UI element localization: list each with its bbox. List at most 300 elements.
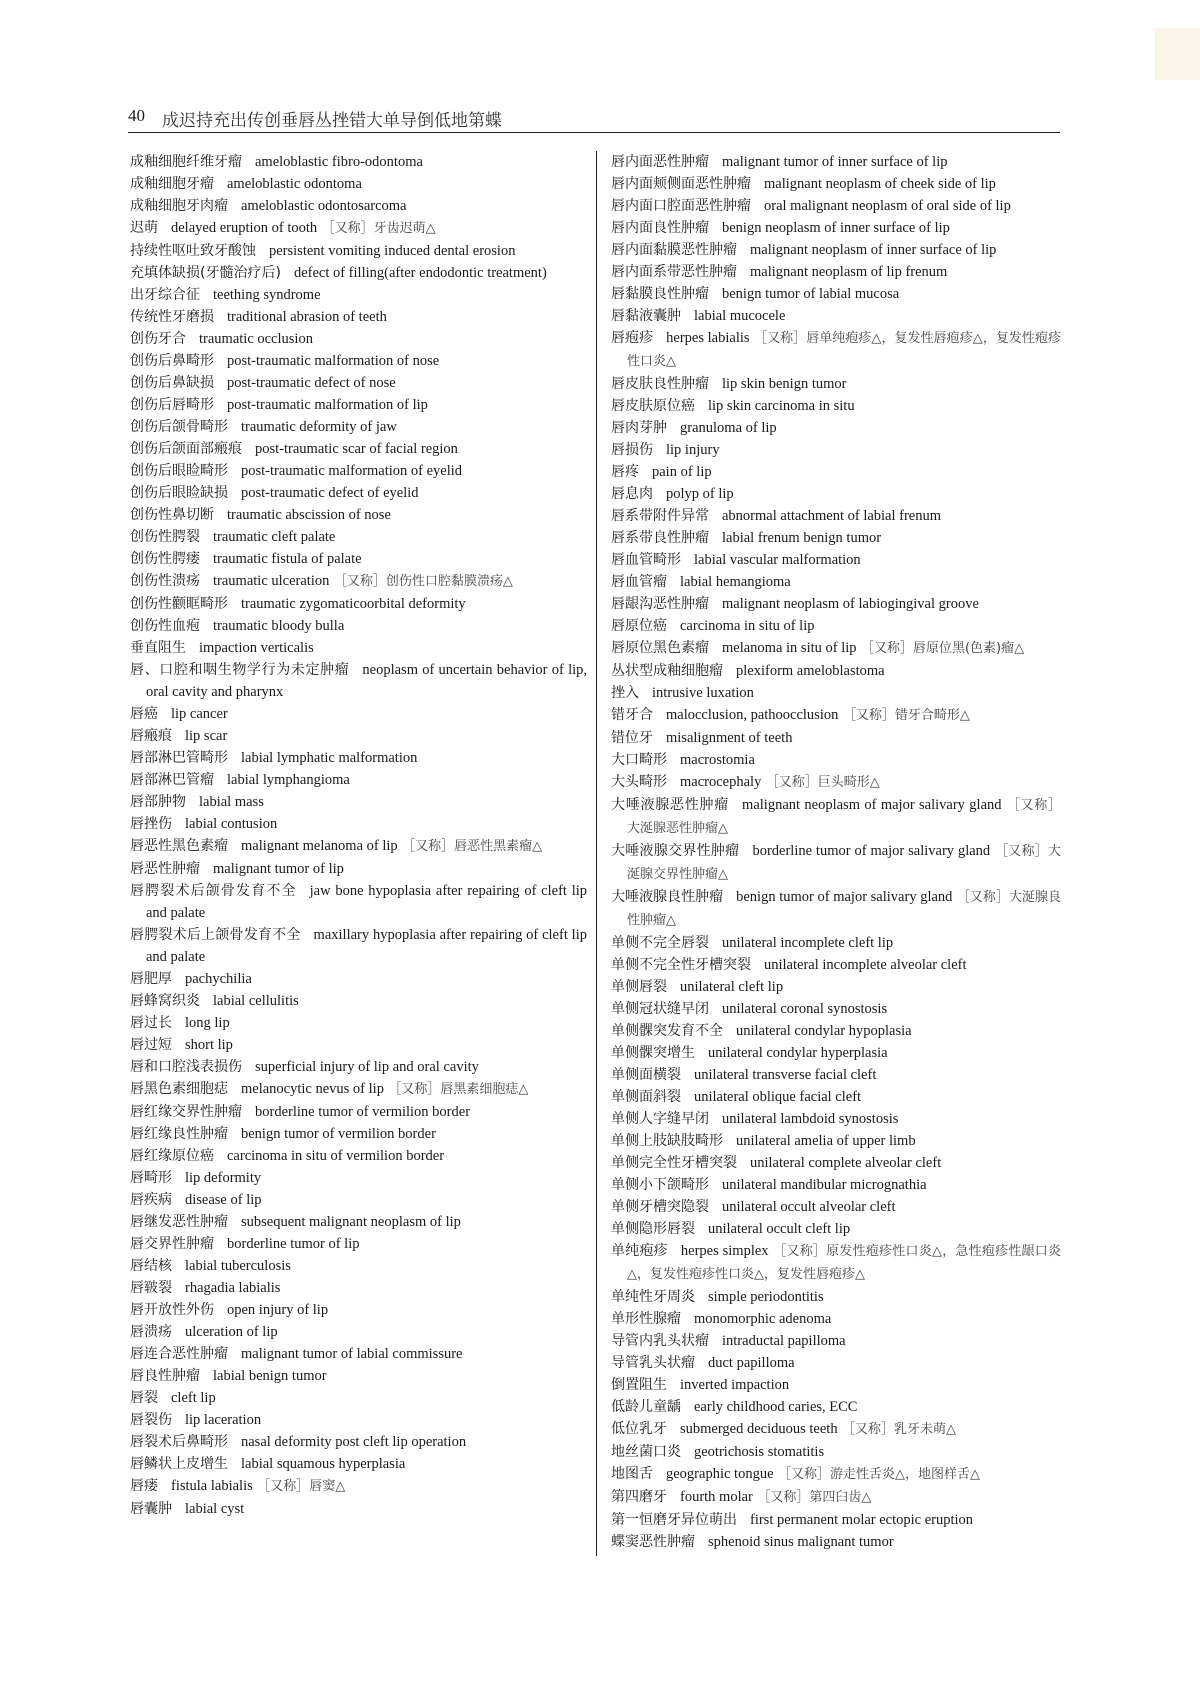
entry-english: intrusive luxation (652, 685, 754, 701)
glossary-entry (130, 747, 587, 769)
entry-term: 挫入 (611, 685, 639, 701)
entry-english: carcinoma in situ of lip (680, 618, 815, 634)
glossary-entry (130, 1233, 587, 1255)
entry-term: 大头畸形 (611, 774, 667, 790)
entry-term: 导管内乳头状瘤 (611, 1333, 709, 1349)
glossary-entry (130, 262, 587, 284)
entry-english: labial vascular malformation (694, 552, 861, 568)
entry-english: unilateral transverse facial cleft (694, 1067, 877, 1083)
glossary-entry (611, 283, 1061, 305)
entry-english: pain of lip (652, 464, 712, 480)
entry-note: ［又称］第四臼齿△ (757, 1490, 872, 1505)
glossary-entry (611, 771, 1061, 794)
entry-note: ［又称］创伤性口腔黏膜溃疡△ (333, 574, 513, 589)
entry-english: borderline tumor of vermilion border (255, 1104, 471, 1120)
entry-english: lip injury (666, 442, 720, 458)
entry-english: lip cancer (171, 706, 228, 722)
glossary-entry (130, 1409, 587, 1431)
entry-english: unilateral mandibular micrognathia (722, 1177, 927, 1193)
column-divider (596, 151, 597, 1556)
glossary-entry (130, 1343, 587, 1365)
glossary-entry (130, 217, 587, 240)
entry-term: 唇瘢痕 (130, 728, 172, 744)
glossary-entry (130, 791, 587, 813)
glossary-entry (611, 1463, 1061, 1486)
entry-english: lip skin benign tumor (722, 376, 847, 392)
entry-english: maxillary hypoplasia after repairing of cleft lip and palate (146, 927, 587, 965)
entry-term: 创伤性鼻切断 (130, 507, 214, 523)
glossary-entry (611, 1286, 1061, 1308)
entry-term: 唇内面口腔面恶性肿瘤 (611, 198, 751, 214)
entry-term: 垂直阻生 (130, 640, 186, 656)
entry-term: 唇继发恶性肿瘤 (130, 1214, 228, 1230)
entry-english: unilateral complete alveolar cleft (750, 1155, 942, 1171)
glossary-entry (130, 1299, 587, 1321)
entry-english: oral malignant neoplasm of oral side of lip (764, 198, 1011, 214)
entry-term: 大唾液腺良性肿瘤 (611, 889, 724, 905)
entry-english: monomorphic adenoma (694, 1311, 832, 1327)
entry-term: 唇龈沟恶性肿瘤 (611, 596, 709, 612)
entry-english: traumatic cleft palate (213, 529, 336, 545)
glossary-entry (611, 637, 1061, 660)
glossary-entry (130, 703, 587, 725)
entry-term: 单侧髁突发育不全 (611, 1023, 723, 1039)
page-header (128, 102, 1060, 133)
entry-term: 低龄儿童龋 (611, 1399, 681, 1415)
entry-english: macrocephaly (680, 774, 762, 790)
glossary-entry (130, 284, 587, 306)
glossary-entry (611, 327, 1061, 373)
glossary-entry (130, 990, 587, 1012)
entry-term: 单侧不完全性牙槽突裂 (611, 957, 751, 973)
entry-english: short lip (185, 1037, 233, 1053)
entry-english: traumatic zygomaticoorbital deformity (241, 596, 466, 612)
entry-english: unilateral oblique facial cleft (694, 1089, 862, 1105)
entry-note: ［又称］原发性疱疹性口炎△，急性疱疹性龈口炎△，复发性疱疹性口炎△，复发性唇疱疹△ (627, 1244, 1061, 1282)
glossary-entry (130, 1255, 587, 1277)
entry-term: 唇疱疹 (611, 330, 654, 346)
entry-term: 唇系带良性肿瘤 (611, 530, 709, 546)
entry-term: 唇部肿物 (130, 794, 186, 810)
entry-term: 创伤性溃疡 (130, 573, 200, 589)
glossary-entry (130, 1365, 587, 1387)
glossary-entry (611, 1418, 1061, 1441)
glossary-entry (130, 438, 587, 460)
entry-term: 唇内面良性肿瘤 (611, 220, 709, 236)
entry-term: 蝶窦恶性肿瘤 (611, 1534, 695, 1550)
entry-term: 唇肥厚 (130, 971, 172, 987)
entry-term: 单侧牙槽突隐裂 (611, 1199, 709, 1215)
entry-english: malignant neoplasm of cheek side of lip (764, 176, 996, 192)
glossary-entry (130, 1211, 587, 1233)
entry-term: 唇结核 (130, 1258, 172, 1274)
glossary-entry (130, 659, 587, 703)
entry-term: 单侧髁突增生 (611, 1045, 695, 1061)
entry-english: post-traumatic malformation of eyelid (241, 463, 463, 479)
entry-term: 唇血管畸形 (611, 552, 681, 568)
entry-english: traumatic abscission of nose (227, 507, 391, 523)
entry-english: misalignment of teeth (666, 730, 793, 746)
entry-english: borderline tumor of major salivary gland (752, 843, 991, 859)
entry-term: 唇皮肤良性肿瘤 (611, 376, 709, 392)
entry-english: herpes simplex (680, 1243, 769, 1259)
entry-term: 唇蜂窝织炎 (130, 993, 200, 1009)
entry-english: unilateral incomplete alveolar cleft (764, 957, 967, 973)
entry-term: 倒置阻生 (611, 1377, 667, 1393)
glossary-entry (130, 240, 587, 262)
glossary-entry (130, 372, 587, 394)
entry-english: geotrichosis stomatitis (694, 1444, 825, 1460)
entry-term: 错牙合 (611, 707, 653, 723)
glossary-entry (130, 1056, 587, 1078)
glossary-entry (130, 1387, 587, 1409)
glossary-entry (611, 1174, 1061, 1196)
glossary-entry (130, 968, 587, 990)
glossary-entry (130, 637, 587, 659)
entry-term: 单侧面横裂 (611, 1067, 681, 1083)
glossary-entry (611, 1240, 1061, 1286)
entry-term: 唇肉芽肿 (611, 420, 667, 436)
entry-term: 唇恶性肿瘤 (130, 861, 200, 877)
entry-english: lip skin carcinoma in situ (708, 398, 855, 414)
entry-english: superficial injury of lip and oral cavity (255, 1059, 479, 1075)
entry-note: ［又称］大涎腺恶性肿瘤△ (627, 798, 1061, 836)
entry-term: 唇皮肤原位癌 (611, 398, 695, 414)
entry-term: 迟萌 (130, 220, 158, 236)
glossary-entry (611, 1308, 1061, 1330)
entry-english: labial cyst (185, 1501, 245, 1517)
entry-term: 单形性腺瘤 (611, 1311, 681, 1327)
entry-english: malignant tumor of lip (213, 861, 344, 877)
glossary-entry (611, 261, 1061, 283)
entry-english: jaw bone hypoplasia after repairing of cleft lip and palate (146, 883, 587, 921)
glossary-entry (130, 1453, 587, 1475)
glossary-entry (130, 769, 587, 791)
glossary-entry (611, 593, 1061, 615)
glossary-entry (130, 1145, 587, 1167)
glossary-entry (611, 395, 1061, 417)
glossary-entry (611, 505, 1061, 527)
entry-english: traumatic bloody bulla (213, 618, 345, 634)
right-column (611, 151, 1061, 1553)
entry-english: malignant neoplasm of inner surface of lip (750, 242, 997, 258)
entry-term: 单侧上肢缺肢畸形 (611, 1133, 723, 1149)
entry-term: 创伤性血疱 (130, 618, 200, 634)
entry-note: ［又称］大涎腺良性肿瘤△ (627, 890, 1061, 928)
entry-english: cleft lip (171, 1390, 216, 1406)
entry-english: nasal deformity post cleft lip operation (241, 1434, 467, 1450)
entry-english: post-traumatic malformation of nose (227, 353, 440, 369)
entry-english: simple periodontitis (708, 1289, 824, 1305)
glossary-entry (611, 527, 1061, 549)
entry-english: malignant tumor of labial commissure (241, 1346, 463, 1362)
entry-english: labial mucocele (694, 308, 786, 324)
entry-english: malignant melanoma of lip (241, 838, 398, 854)
entry-term: 单侧冠状缝早闭 (611, 1001, 709, 1017)
entry-term: 单纯疱疹 (611, 1243, 668, 1259)
entry-english: unilateral condylar hypoplasia (736, 1023, 912, 1039)
entry-term: 单侧隐形唇裂 (611, 1221, 695, 1237)
glossary-entry (611, 1509, 1061, 1531)
entry-term: 大口畸形 (611, 752, 667, 768)
entry-note: ［又称］游走性舌炎△，地图样舌△ (777, 1467, 980, 1482)
glossary-entry (611, 1218, 1061, 1240)
glossary-entry (611, 704, 1061, 727)
glossary-entry (611, 549, 1061, 571)
glossary-entry (611, 1352, 1061, 1374)
glossary-entry (611, 1152, 1061, 1174)
entry-english: post-traumatic malformation of lip (227, 397, 428, 413)
glossary-entry (611, 417, 1061, 439)
glossary-entry (611, 749, 1061, 771)
entry-english: defect of filling(after endodontic treatment) (293, 265, 547, 281)
entry-term: 唇损伤 (611, 442, 653, 458)
entry-english: labial contusion (185, 816, 278, 832)
entry-term: 唇疾病 (130, 1192, 172, 1208)
glossary-entry (611, 794, 1061, 840)
glossary-entry (130, 1321, 587, 1343)
entry-term: 单侧完全性牙槽突裂 (611, 1155, 737, 1171)
entry-term: 地丝菌口炎 (611, 1444, 681, 1460)
entry-english: geographic tongue (666, 1466, 774, 1482)
glossary-entry (611, 239, 1061, 261)
entry-term: 创伤后颌骨畸形 (130, 419, 228, 435)
glossary-entry (130, 1498, 587, 1520)
entry-english: disease of lip (185, 1192, 262, 1208)
entry-english: impaction verticalis (199, 640, 314, 656)
entry-english: melanocytic nevus of lip (241, 1081, 384, 1097)
entry-note: ［又称］唇恶性黑素瘤△ (402, 839, 543, 854)
entry-term: 成釉细胞牙肉瘤 (130, 198, 228, 214)
entry-term: 唇裂 (130, 1390, 158, 1406)
entry-term: 第一恒磨牙异位萌出 (611, 1512, 737, 1528)
entry-english: malocclusion, pathoocclusion (666, 707, 839, 723)
entry-english: pachychilia (185, 971, 252, 987)
glossary-entry (130, 416, 587, 438)
entry-english: delayed eruption of tooth (171, 220, 318, 236)
entry-term: 唇畸形 (130, 1170, 172, 1186)
page-corner-tab (1155, 28, 1200, 80)
entry-term: 唇裂术后鼻畸形 (130, 1434, 228, 1450)
entry-term: 唇内面颊侧面恶性肿瘤 (611, 176, 751, 192)
entry-english: unilateral coronal synostosis (722, 1001, 888, 1017)
entry-english: fistula labialis (171, 1478, 253, 1494)
entry-term: 地图舌 (611, 1466, 653, 1482)
entry-term: 出牙综合征 (130, 287, 200, 303)
glossary-entry (611, 1064, 1061, 1086)
entry-term: 单侧人字缝早闭 (611, 1111, 709, 1127)
entry-note: ［又称］错牙合畸形△ (842, 708, 970, 723)
entry-term: 唇囊肿 (130, 1501, 172, 1517)
glossary-entry (611, 998, 1061, 1020)
glossary-entry (611, 682, 1061, 704)
entry-english: unilateral occult cleft lip (708, 1221, 851, 1237)
glossary-entry (130, 195, 587, 217)
entry-term: 唇红缘良性肿瘤 (130, 1126, 228, 1142)
entry-term: 唇黑色素细胞痣 (130, 1081, 228, 1097)
entry-english: abnormal attachment of labial frenum (722, 508, 942, 524)
entry-note: ［又称］大涎腺交界性肿瘤△ (627, 844, 1061, 882)
glossary-entry (611, 1396, 1061, 1418)
entry-english: labial lymphangioma (227, 772, 350, 788)
entry-term: 唇血管瘤 (611, 574, 667, 590)
glossary-entry (130, 835, 587, 858)
glossary-entry (130, 504, 587, 526)
glossary-entry (611, 483, 1061, 505)
entry-term: 唇原位癌 (611, 618, 667, 634)
glossary-entry (130, 526, 587, 548)
entry-english: traumatic ulceration (213, 573, 330, 589)
entry-term: 唇、口腔和咽生物学行为未定肿瘤 (130, 662, 350, 678)
glossary-entry (130, 813, 587, 835)
glossary-entry (130, 924, 587, 968)
entry-english: malignant neoplasm of lip frenum (750, 264, 948, 280)
entry-english: borderline tumor of lip (227, 1236, 360, 1252)
entry-term: 唇黏液囊肿 (611, 308, 681, 324)
entry-english: teething syndrome (213, 287, 321, 303)
glossary-entry (611, 660, 1061, 682)
entry-term: 创伤后颌面部瘢痕 (130, 441, 242, 457)
entry-english: sphenoid sinus malignant tumor (708, 1534, 894, 1550)
entry-english: labial benign tumor (213, 1368, 327, 1384)
glossary-entry (611, 461, 1061, 483)
entry-term: 唇黏膜良性肿瘤 (611, 286, 709, 302)
entry-english: fourth molar (680, 1489, 753, 1505)
glossary-entry (611, 439, 1061, 461)
entry-english: labial hemangioma (680, 574, 791, 590)
entry-english: unilateral incomplete cleft lip (722, 935, 894, 951)
glossary-entry (130, 328, 587, 350)
entry-english: early childhood caries, ECC (694, 1399, 858, 1415)
entry-english: benign tumor of labial mucosa (722, 286, 900, 302)
entry-term: 唇内面系带恶性肿瘤 (611, 264, 737, 280)
glossary-entry (611, 840, 1061, 886)
entry-term: 唇连合恶性肿瘤 (130, 1346, 228, 1362)
entry-term: 创伤后鼻畸形 (130, 353, 214, 369)
entry-english: post-traumatic defect of nose (227, 375, 396, 391)
glossary-entry (611, 1330, 1061, 1352)
entry-english: benign tumor of vermilion border (241, 1126, 436, 1142)
entry-term: 唇部淋巴管畸形 (130, 750, 228, 766)
entry-term: 唇良性肿瘤 (130, 1368, 200, 1384)
entry-term: 唇瘘 (130, 1478, 158, 1494)
entry-english: subsequent malignant neoplasm of lip (241, 1214, 461, 1230)
entry-term: 唇鳞状上皮增生 (130, 1456, 228, 1472)
entry-note: ［又称］牙齿迟萌△ (321, 221, 436, 236)
entry-english: submerged deciduous teeth (680, 1421, 838, 1437)
entry-english: traumatic occlusion (199, 331, 313, 347)
entry-english: unilateral condylar hyperplasia (708, 1045, 888, 1061)
entry-english: first permanent molar ectopic eruption (750, 1512, 974, 1528)
entry-term: 创伤牙合 (130, 331, 186, 347)
glossary-entry (611, 217, 1061, 239)
entry-term: 唇皲裂 (130, 1280, 172, 1296)
entry-term: 唇和口腔浅表损伤 (130, 1059, 242, 1075)
entry-english: intraductal papilloma (722, 1333, 846, 1349)
glossary-entry (611, 195, 1061, 217)
entry-english: labial squamous hyperplasia (241, 1456, 406, 1472)
entry-term: 唇内面恶性肿瘤 (611, 154, 709, 170)
entry-term: 唇开放性外伤 (130, 1302, 214, 1318)
entry-term: 唇癌 (130, 706, 158, 722)
entry-term: 导管乳头状瘤 (611, 1355, 695, 1371)
glossary-entry (130, 880, 587, 924)
entry-term: 唇恶性黑色素瘤 (130, 838, 228, 854)
entry-english: unilateral cleft lip (680, 979, 784, 995)
entry-english: benign tumor of major salivary gland (736, 889, 953, 905)
glossary-entry (611, 976, 1061, 998)
glossary-entry (130, 1475, 587, 1498)
glossary-entry (130, 1431, 587, 1453)
entry-term: 单侧面斜裂 (611, 1089, 681, 1105)
glossary-entry (611, 151, 1061, 173)
entry-term: 单侧不完全唇裂 (611, 935, 709, 951)
entry-english: carcinoma in situ of vermilion border (227, 1148, 445, 1164)
glossary-entry (130, 1123, 587, 1145)
glossary-entry (130, 1189, 587, 1211)
entry-english: plexiform ameloblastoma (736, 663, 885, 679)
glossary-entry (130, 306, 587, 328)
entry-term: 创伤后眼睑缺损 (130, 485, 228, 501)
glossary-entry (130, 460, 587, 482)
entry-english: herpes labialis (666, 330, 750, 346)
entry-note: ［又称］唇原位黑(色素)瘤△ (860, 641, 1025, 656)
entry-english: malignant neoplasm of major salivary gland (742, 797, 1002, 813)
entry-term: 创伤后鼻缺损 (130, 375, 214, 391)
glossary-entry (130, 482, 587, 504)
entry-term: 创伤性颧眶畸形 (130, 596, 228, 612)
entry-note: ［又称］唇黑素细胞痣△ (388, 1082, 529, 1097)
entry-term: 唇红缘交界性肿瘤 (130, 1104, 242, 1120)
entry-term: 单侧唇裂 (611, 979, 667, 995)
glossary-entry (130, 1101, 587, 1123)
entry-english: polyp of lip (666, 486, 734, 502)
glossary-entry (611, 1196, 1061, 1218)
glossary-entry (130, 1012, 587, 1034)
entry-term: 错位牙 (611, 730, 653, 746)
glossary-entry (130, 858, 587, 880)
entry-term: 持续性呕吐致牙酸蚀 (130, 243, 256, 259)
glossary-entry (130, 173, 587, 195)
entry-term: 唇部淋巴管瘤 (130, 772, 214, 788)
glossary-entry (611, 1531, 1061, 1553)
entry-note: ［又称］乳牙未萌△ (842, 1422, 957, 1437)
entry-term: 唇溃疡 (130, 1324, 172, 1340)
entry-english: ulceration of lip (185, 1324, 278, 1340)
entry-english: labial mass (199, 794, 264, 810)
entry-english: unilateral occult alveolar cleft (722, 1199, 896, 1215)
glossary-entry (130, 615, 587, 637)
entry-english: open injury of lip (227, 1302, 329, 1318)
entry-term: 唇疼 (611, 464, 639, 480)
entry-english: melanoma in situ of lip (722, 640, 857, 656)
entry-term: 大唾液腺交界性肿瘤 (611, 843, 740, 859)
entry-term: 唇息肉 (611, 486, 653, 502)
glossary-entry (611, 1441, 1061, 1463)
entry-english: granuloma of lip (680, 420, 777, 436)
glossary-entry (611, 954, 1061, 976)
glossary-entry (130, 1277, 587, 1299)
glossary-entry (611, 1486, 1061, 1509)
entry-english: inverted impaction (680, 1377, 790, 1393)
glossary-entry (130, 1078, 587, 1101)
entry-term: 唇交界性肿瘤 (130, 1236, 214, 1252)
glossary-entry (130, 725, 587, 747)
entry-term: 第四磨牙 (611, 1489, 667, 1505)
entry-term: 唇原位黑色素瘤 (611, 640, 709, 656)
glossary-entry (611, 305, 1061, 327)
entry-english: ameloblastic fibro-odontoma (255, 154, 423, 170)
